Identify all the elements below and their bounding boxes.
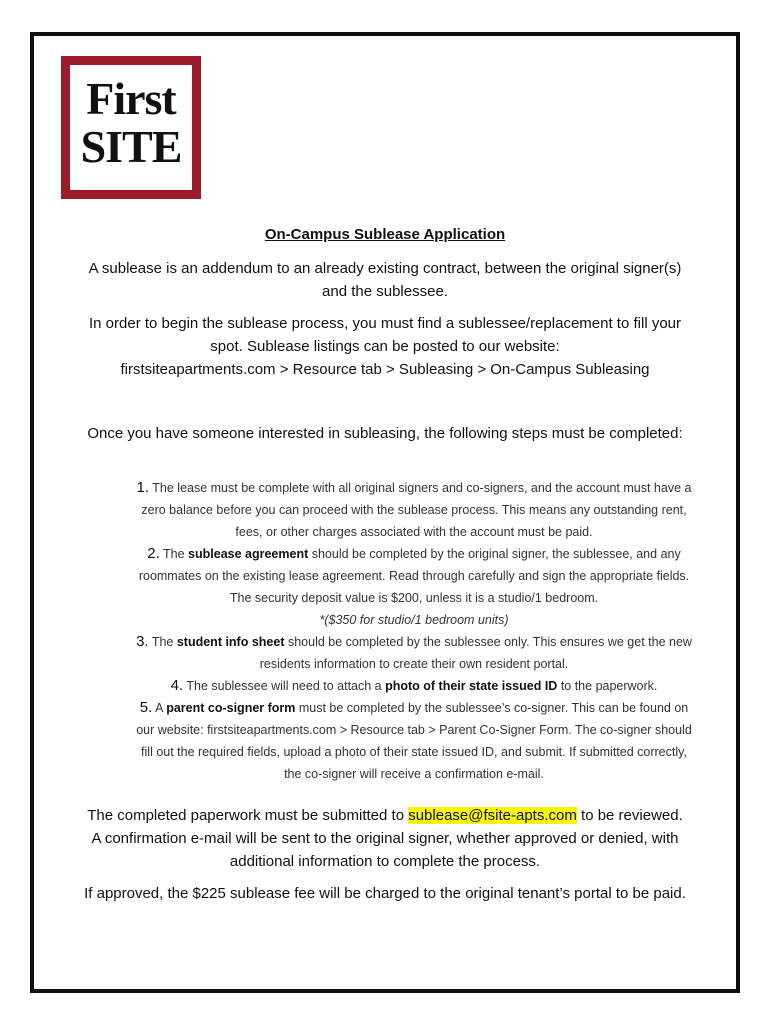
step-item [134,631,694,675]
step-number: 5. [139,699,153,716]
step-item [134,477,694,543]
step-text-post: should be completed by the original signer, the sublessee, and any roommates on the existing lease agreement. Read through carefully and sign the appropriate fields. The security deposit value is $200, unless it is a studio/1 bedroom. [138,547,690,605]
step-text-pre: The sublessee will need to attach a [186,679,386,693]
step-text-bold: sublease agreement [188,547,309,561]
submit-text-post: to be reviewed. A confirmation e-mail will be sent to the original signer, whether approved or denied, with additional information to complete the process. [91,807,683,870]
website-path: firstsiteapartments.com > Resource tab > Subleasing > On-Campus Subleasing [120,361,650,378]
step-text: The lease must be complete with all original signers and co-signers, and the account must have a zero balance before you can proceed with the sublease process. This means any outstanding rent, fees, or other charges associated with the account must be paid. [141,481,692,539]
step-item [134,543,694,631]
step-text-bold: parent co-signer form [166,701,296,715]
step-number: 4. [170,677,184,694]
step-text-post: to the paperwork. [557,679,658,693]
steps-intro: Once you have someone interested in subleasing, the following steps must be completed: [87,425,683,442]
document-title: On-Campus Sublease Application [264,226,506,243]
step-number: 3. [136,633,149,650]
step-text-post: must be completed by the sublessee’s co-signer. This can be found on our website: firstsiteapartments.com > Resource tab > Parent Co-Signer Form. The co-signer should fill out the required fields, upload a photo of their state issued ID, and submit. If submitted correctly, the co-signer will receive a confirmation e-mail. [136,701,692,781]
step-text-bold: student info sheet [176,635,285,649]
step-item [134,697,694,785]
step-text-pre: The [163,547,189,561]
fee-paragraph: If approved, the $225 sublease fee will be charged to the original tenant’s portal to be paid. [84,885,686,902]
begin-paragraph [84,312,686,381]
first-site-logo [61,56,201,199]
step-text-pre: The [151,635,177,649]
submit-paragraph [84,804,686,873]
submit-email-link[interactable]: sublease@fsite-apts.com [408,807,577,824]
step-number: 2. [147,545,160,562]
begin-text: In order to begin the sublease process, you must find a sublessee/replacement to fill your spot. Sublease listings can be posted to our website: [89,315,681,355]
steps-list [134,477,694,785]
step-number: 1. [136,479,150,496]
step-item [134,675,694,697]
intro-paragraph: A sublease is an addendum to an already existing contract, between the original signer(s) and the sublessee. [88,260,682,300]
logo-line-first: First [86,73,176,124]
step-text-bold: photo of their state issued ID [385,679,558,693]
step-text-pre: A [155,701,167,715]
logo-line-site: SITE [80,121,182,172]
submit-text-pre: The completed paperwork must be submitted to [87,807,409,824]
step-text-post: should be completed by the sublessee only. This ensures we get the new residents information to create their own resident portal. [259,635,692,671]
deposit-note: *($350 for studio/1 bedroom units) [319,613,509,627]
page-border [30,32,740,993]
logo-inner [70,65,192,190]
